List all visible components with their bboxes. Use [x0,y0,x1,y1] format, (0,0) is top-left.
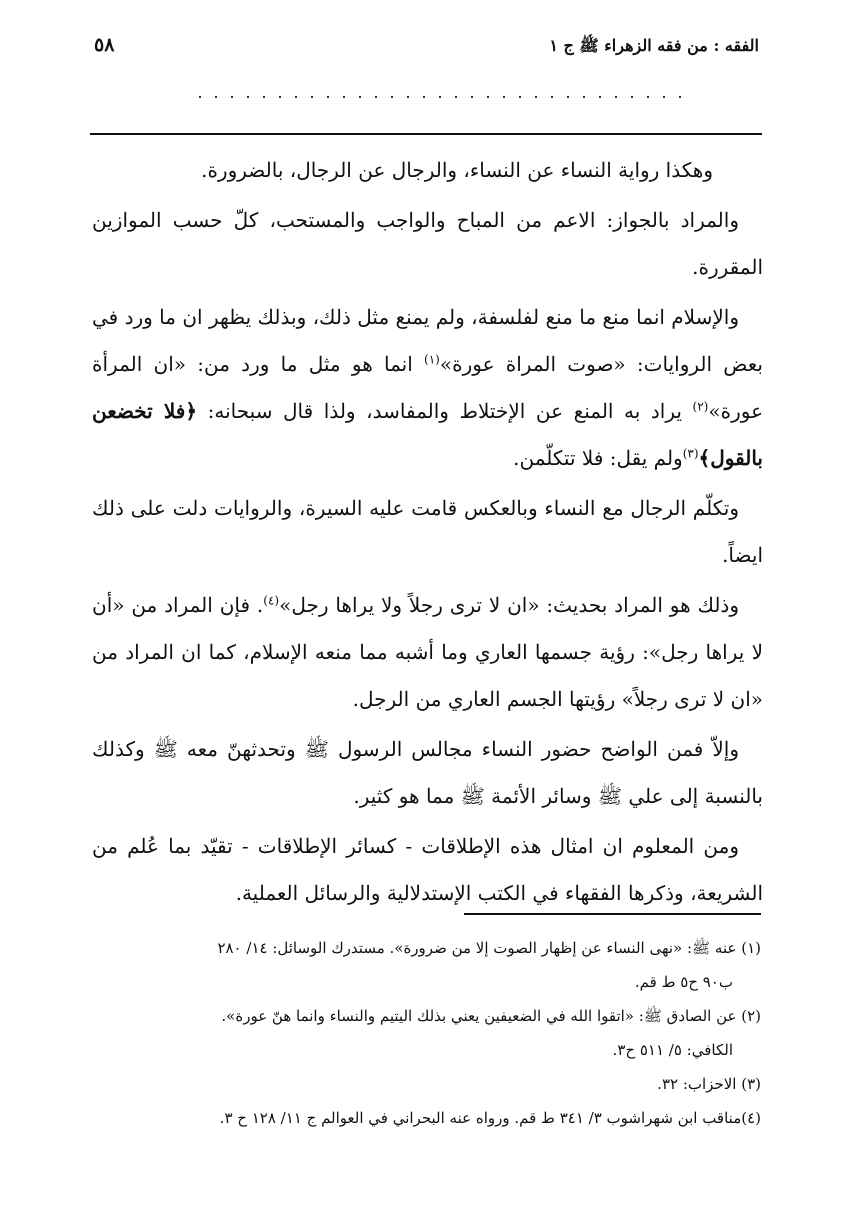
paragraph-3-text-d: ولم يقل: فلا تتكلّمن. [513,446,683,470]
footnote-2: (٢) عن الصادق ﷺ: «اتقوا الله في الضعيفين يعني بذلك اليتيم والنساء وانما هنّ عورة». [221,1007,761,1025]
dotted-separator [192,96,692,98]
running-header-title: الفقه : من فقه الزهراء ﷺ ج ١ [549,36,759,55]
footnote-4: (٤)مناقب ابن شهراشوب ٣/ ٣٤١ ط قم. ورواه عنه البحراني في العوالم ج ١١/ ١٢٨ ح ٣. [219,1109,761,1127]
paragraph-4: وتكلّم الرجال مع النساء وبالعكس قامت عليه السيرة، والروايات دلت على ذلك ايضاً. [92,496,763,567]
footnote-1-continued: ب٩٠ ح٥ ط قم. [634,973,733,991]
paragraph-3-text-b: انما هو مثل ما ورد من: «ان المرأة عورة» [92,352,763,423]
paragraph-5 [92,582,763,723]
footnote-ref-2[interactable]: (٢) [692,399,709,414]
paragraph-5-text-b: . فإن المراد من «أن لا يراها رجل»: رؤية جسمها العاري وما أشبه مما منعه الإسلام، كما ان المراد من «ان لا ترى رجلاً» رؤيتها الجسم العاري من الرجل. [92,593,763,711]
paragraph-3-text-c: يراد به المنع عن الإختلاط والمفاسد، ولذا قال سبحانه: [197,399,693,423]
footnote-ref-4[interactable]: (٤) [263,593,280,608]
footnote-ref-1[interactable]: (١) [424,352,440,367]
paragraph-6: وإلاّ فمن الواضح حضور النساء مجالس الرسول ﷺ وتحدثهنّ معه ﷺ وكذلك بالنسبة إلى علي ﷺ وسائر الأئمة ﷺ مما هو كثير. [92,737,763,808]
paragraph-2: والمراد بالجواز: الاعم من المباح والواجب والمستحب، كلّ حسب الموازين المقررة. [92,208,763,279]
header-rule [90,133,762,135]
footnote-1: (١) عنه ﷺ: «نهى النساء عن إظهار الصوت إلا من ضرورة». مستدرك الوسائل: ١٤/ ٢٨٠ [217,939,761,957]
footnote-ref-3[interactable]: (٣) [682,446,699,461]
paragraph-3-text-a: والإسلام انما منع ما منع لفلسفة، ولم يمنع مثل ذلك، وبذلك يظهر ان ما ورد في بعض الروايات: «صوت المراة عورة» [92,305,764,376]
paragraph-7: ومن المعلوم ان امثال هذه الإطلاقات - كسائر الإطلاقات - تقيّد بما عُلم من الشريعة، وذكرها الفقهاء في الكتب الإستدلالية والرسائل العملية. [92,834,763,905]
page-number: ٥٨ [94,34,115,56]
paragraph-3 [92,294,763,482]
footnotes [93,931,761,1135]
footnote-2-continued: الكافي: ٥/ ٥١١ ح٣. [612,1041,733,1059]
footnote-3: (٣) الاحزاب: ٣٢. [657,1075,761,1093]
main-text [92,147,763,920]
footnote-rule [464,913,761,915]
quran-quote: ﴿فلا تخضعن بالقول﴾ [92,399,763,470]
paragraph-5-text-a: وذلك هو المراد بحديث: «ان لا ترى رجلاً ولا يراها رجل» [279,593,739,617]
paragraph-1: وهكذا رواية النساء عن النساء، والرجال عن الرجال، بالضرورة. [201,158,713,182]
